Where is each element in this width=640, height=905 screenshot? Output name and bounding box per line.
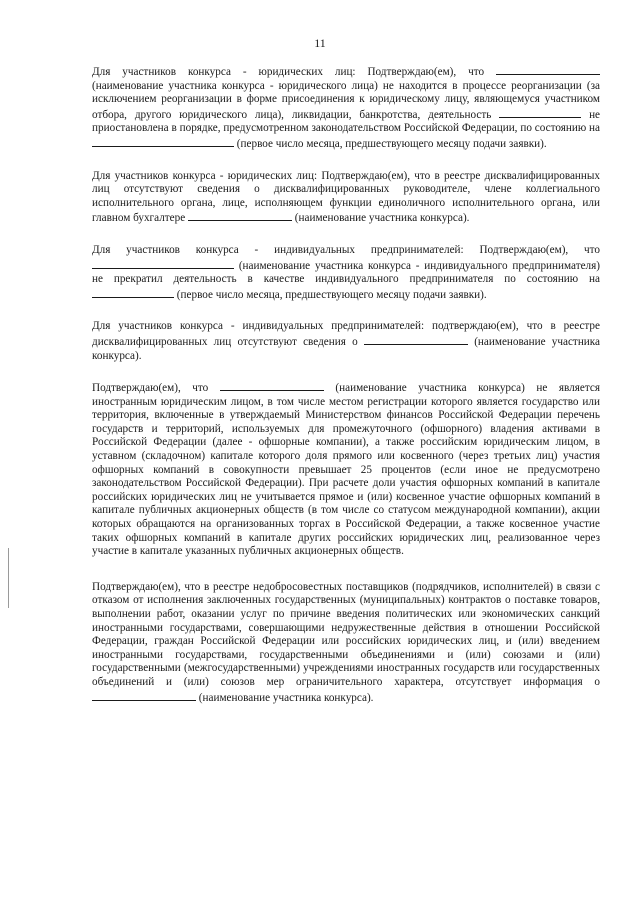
paragraph-legal-entity-status <box>92 64 600 152</box>
text-segment: (наименование участника конкурса - юридического лица) не находится в процессе реорганизации (за исключением реорганизации в форме присоединения к юридическому лицу, являющемуся участником отбора, другого юридического лица), ликвидации, банкротства, деятельность <box>92 79 600 121</box>
text-segment: (наименование участника конкурса - индивидуального предпринимателя) не прекратил деятельность в качестве индивидуального предпринимателя по состоянию на <box>92 259 601 286</box>
fill-in-blank[interactable] <box>220 380 324 391</box>
text-segment: Для участников конкурса - индивидуальных предпринимателей: подтверждаю(ем), что в реестре дисквалифицированных лиц отсутствуют сведения о <box>92 320 600 348</box>
fill-in-blank[interactable] <box>92 690 196 701</box>
fill-in-blank[interactable] <box>364 334 468 345</box>
document-body <box>92 64 600 723</box>
fill-in-blank[interactable] <box>92 287 174 298</box>
fill-in-blank[interactable] <box>496 64 600 75</box>
text-segment: Для участников конкурса - юридических лиц: Подтверждаю(ем), что <box>92 66 485 78</box>
fill-in-blank[interactable] <box>92 258 234 269</box>
text-segment: Подтверждаю(ем), что в реестре недобросовестных поставщиков (подрядчиков, исполнителей) в связи с отказом от исполнения заключенных государственных (муниципальных) контрактов о поставке товаров, выполнении работ, оказании услуг по причине введения политических или экономических санкций иностранными государствами, совершающими недружественные действия в отношении Российской Федерации, граждан Российской Федерации или российских юридических лиц, и (или) введением иностранными государствами, государственными объединениями и (или) союзами и (или) государственными (межгосударственными) учреждениями иностранных государств или государственных объединений и (или) союзов мер ограничительного характера, отсутствует информация о <box>92 580 600 688</box>
text-segment: (наименование участника конкурса). <box>198 691 374 704</box>
page-number: 11 <box>314 36 326 50</box>
paragraph-unreliable-suppliers <box>92 581 600 705</box>
scan-artifact-line <box>8 548 9 608</box>
text-segment: Подтверждаю(ем), что <box>92 382 209 395</box>
text-segment: Для участников конкурса - индивидуальных предпринимателей: Подтверждаю(ем), что <box>92 243 600 256</box>
paragraph-entrepreneur-disqualified <box>92 320 600 363</box>
paragraph-legal-entity-disqualified <box>92 170 600 226</box>
paragraph-entrepreneur-status <box>92 244 600 302</box>
fill-in-blank[interactable] <box>499 107 581 118</box>
text-segment: (наименование участника конкурса). <box>294 212 470 225</box>
text-segment: (наименование участника конкурса). <box>92 335 601 362</box>
text-segment: (наименование участника конкурса) не является иностранным юридическим лицом, в том числе местом регистрации которого является государство или территория, включенные в утверждаемый Министерством финансов Российской Федерации перечень государств и территорий, используемых для промежуточного (офшорного) владения активами в Российской Федерации (далее - офшорные компании), а также российским юридическим лицом, в уставном (складочном) капитале которого доля прямого или косвенного (через третьих лиц) участия офшорных компаний в совокупности превышает 25 процентов (если иное не предусмотрено законодательством Российской Федерации). При расчете доли участия офшорных компаний в капитале российских юридических лиц не учитывается прямое и (или) косвенное участие офшорных компаний в капитале публичных акционерных обществ (в том числе со статусом международной компании), акции которых обращаются на организованных торгах в Российской Федерации, а также косвенное участие таких офшорных компаний в капитале других российских юридических лиц, реализованное через участие в капитале указанных публичных акционерных обществ. <box>92 382 600 558</box>
text-segment: (первое число месяца, предшествующего месяцу подачи заявки). <box>176 288 487 301</box>
fill-in-blank[interactable] <box>92 136 234 147</box>
text-segment: (первое число месяца, предшествующего месяцу подачи заявки). <box>236 137 547 150</box>
text-segment: не приостановлена в порядке, предусмотренном законодательством Российской Федерации, по состоянию на <box>92 108 601 135</box>
paragraph-offshore-status <box>92 380 600 559</box>
text-segment: Для участников конкурса - юридических лиц: Подтверждаю(ем), что в реестре дисквалифицированных лиц отсутствуют сведения о дисквалифицированных руководителе, члене коллегиального исполнительного органа, лице, исполняющем функции единоличного исполнительного органа, или главном бухгалтере <box>92 169 600 225</box>
fill-in-blank[interactable] <box>188 210 292 221</box>
